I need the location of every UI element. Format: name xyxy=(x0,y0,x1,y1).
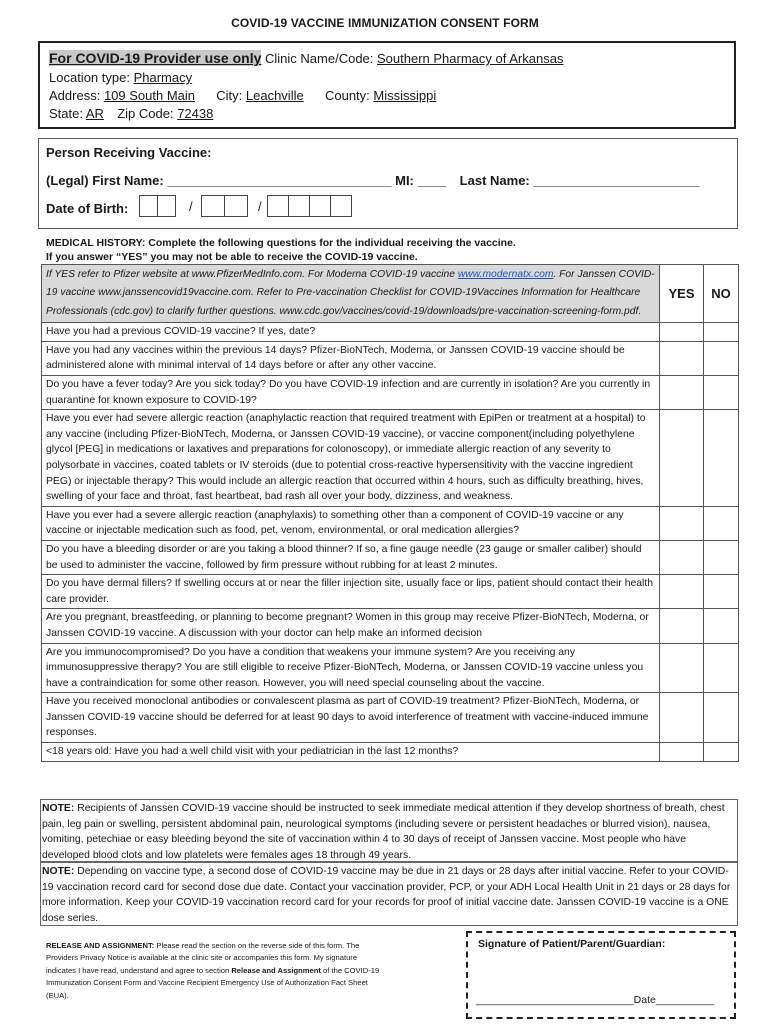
question-text: Are you immunocompromised? Do you have a condition that weakens your immune system? Are you receiving any immunosuppressive therapy? You are still eligible to receive Pfizer-BioNTech, Moderna, or Janssen COVID-19 vaccine unless you have a contraindication for some other reason. However, you will need special counseling about the vaccine. xyxy=(42,643,660,693)
yes-answer-cell[interactable] xyxy=(660,410,704,507)
no-answer-cell[interactable] xyxy=(704,643,739,693)
reference-instructions: If YES refer to Pfizer website at www.PfizerMedInfo.com. For Moderna COVID-19 vaccine www.modernatx.com. For Janssen COVID-19 vaccine www.janssencovid19vaccine.com. Refer to Pre-vaccination Checklist for COVID-19Vaccines Information for Healthcare Professionals (cdc.gov) to clarify further questions. www.cdc.gov/vaccines/covid-19/downloads/pre-vaccination-screening-form.pdf. xyxy=(42,265,660,323)
dob-digit-box[interactable] xyxy=(288,195,310,217)
signature-box[interactable] xyxy=(466,931,736,1019)
county-value: Mississippi xyxy=(373,88,437,103)
location-type-value: Pharmacy xyxy=(133,70,193,85)
question-text: Do you have a bleeding disorder or are you taking a blood thinner? If so, a fine gauge needle (23 gauge or smaller caliber) should be used to administer the vaccine, followed by firm pressure without rubbing for at least 2 minutes. xyxy=(42,540,660,574)
dob-digit-box[interactable] xyxy=(309,195,331,217)
medical-history-table xyxy=(41,264,739,762)
medical-history-instructions: MEDICAL HISTORY: Complete the following questions for the individual receiving the vaccine. xyxy=(46,237,516,249)
location-type-label: Location type: xyxy=(49,70,130,85)
question-row xyxy=(42,693,739,743)
moderna-link[interactable]: www.modernatx.com xyxy=(457,269,554,280)
form-title: COVID-19 VACCINE IMMUNIZATION CONSENT FORM xyxy=(231,16,539,30)
question-text: Are you pregnant, breastfeeding, or planning to become pregnant? Women in this group may receive Pfizer-BioNTech, Moderna, or Janssen COVID-19 vaccine. A discussion with your doctor can help make an informed decision xyxy=(42,609,660,643)
zip-label: Zip Code: xyxy=(117,106,174,121)
city-label: City: xyxy=(216,88,243,103)
county-label: County: xyxy=(324,88,370,103)
dob-month-boxes[interactable] xyxy=(140,195,176,217)
dob-digit-box[interactable] xyxy=(139,195,158,217)
yes-answer-cell[interactable] xyxy=(660,643,704,693)
question-text: <18 years old: Have you had a well child visit with your pediatrician in the last 12 months? xyxy=(42,743,660,762)
question-text: Have you received monoclonal antibodies or convalescent plasma as part of COVID-19 treatment? Pfizer-BioNTech, Moderna, or Janssen COVID-19 vaccine should be deferred for at least 90 days to avoid interference of treatment with vaccine-induced immune responses. xyxy=(42,693,660,743)
dob-digit-box[interactable] xyxy=(330,195,352,217)
signature-date-line[interactable]: ___________________________Date__________ xyxy=(476,994,715,1006)
question-row xyxy=(42,376,739,410)
no-answer-cell[interactable] xyxy=(704,376,739,410)
no-answer-cell[interactable] xyxy=(704,506,739,540)
question-row xyxy=(42,575,739,609)
yes-answer-cell[interactable] xyxy=(660,743,704,762)
dob-year-boxes[interactable] xyxy=(268,195,352,217)
no-answer-cell[interactable] xyxy=(704,540,739,574)
yes-answer-cell[interactable] xyxy=(660,575,704,609)
last-name-field[interactable]: Last Name: _______________________ xyxy=(459,173,700,188)
middle-initial-field[interactable]: MI: ____ xyxy=(395,173,447,188)
city-value: Leachville xyxy=(245,88,304,103)
provider-info-box xyxy=(38,41,736,129)
question-row xyxy=(42,341,739,375)
janssen-note: NOTE: Recipients of Janssen COVID-19 vaccine should be instructed to seek immediate medical attention if they develop shortness of breath, chest pain, leg pain or swelling, persistent abdominal pain, neurological symptoms (including severe or persistent headaches or blurred vision), nausea, vomiting, petechiae or easy bleeding beyond the site of vaccination within 4 to 30 days of receipt of Janssen vaccine. Most people who have developed blood clots and low platelets were females ages 18 through 49 years. xyxy=(40,799,738,862)
yes-answer-cell[interactable] xyxy=(660,506,704,540)
address-value: 109 South Main xyxy=(103,88,196,103)
yes-answer-cell[interactable] xyxy=(660,341,704,375)
question-row xyxy=(42,743,739,762)
dob-separator: / xyxy=(258,199,262,214)
yes-column-header: YES xyxy=(660,265,704,323)
dob-digit-box[interactable] xyxy=(267,195,289,217)
first-name-field[interactable]: (Legal) First Name: _______________________________ xyxy=(46,173,392,188)
clinic-label: Clinic Name/Code: xyxy=(265,51,374,66)
no-answer-cell[interactable] xyxy=(704,410,739,507)
no-answer-cell[interactable] xyxy=(704,575,739,609)
second-dose-note: NOTE: Depending on vaccine type, a second dose of COVID-19 vaccine may be due in 21 days or 28 days after initial vaccine. Refer to your COVID-19 vaccination record card for second dose due date. Contact your vaccination provider, PCP, or your ADH Local Health Unit in 21 days or 28 days for more information. Keep your COVID-19 vaccination record card for your records for proof of initial vaccine date. Janssen COVID-19 vaccine is a ONE dose series. xyxy=(40,862,738,926)
question-row xyxy=(42,540,739,574)
question-text: Have you ever had a severe allergic reaction (anaphylaxis) to something other than a component of COVID-19 vaccine or any vaccine or injectable medication such as food, pet, venom, environmental, or oral medication allergies? xyxy=(42,506,660,540)
question-text: Have you had a previous COVID-19 vaccine? If yes, date? xyxy=(42,323,660,342)
state-label: State: xyxy=(49,106,83,121)
no-answer-cell[interactable] xyxy=(704,743,739,762)
question-text: Have you had any vaccines within the previous 14 days? Pfizer-BioNTech, Moderna, or Janssen COVID-19 vaccine should be administered alone with minimal interval of 14 days before or after any other vaccine. xyxy=(42,341,660,375)
dob-digit-box[interactable] xyxy=(157,195,176,217)
zip-value: 72438 xyxy=(177,106,214,121)
no-answer-cell[interactable] xyxy=(704,609,739,643)
medical-history-warning: If you answer “YES” you may not be able to receive the COVID-19 vaccine. xyxy=(46,251,418,263)
state-value: AR xyxy=(85,106,104,121)
yes-answer-cell[interactable] xyxy=(660,540,704,574)
dob-label: Date of Birth: xyxy=(46,201,129,216)
question-text: Do you have dermal fillers? If swelling occurs at or near the filler injection site, usually face or lips, patient should contact their health care provider. xyxy=(42,575,660,609)
question-row xyxy=(42,609,739,643)
yes-answer-cell[interactable] xyxy=(660,693,704,743)
address-label: Address: xyxy=(49,88,101,103)
person-heading: Person Receiving Vaccine: xyxy=(46,145,212,160)
release-assignment-text: RELEASE AND ASSIGNMENT: Please read the section on the reverse side of this form. The Providers Privacy Notice is available at the clinic site or accompanies this form. My signature indicates I have read, understand and agree to section Release and Assignment of the COVID-19 Immunization Consent Form and Vaccine Recipient Emergency Use of Authorization Fact Sheet (EUA). xyxy=(46,941,380,1000)
dob-digit-box[interactable] xyxy=(224,195,248,217)
dob-day-boxes[interactable] xyxy=(202,195,248,217)
question-row xyxy=(42,643,739,693)
dob-separator: / xyxy=(189,199,193,214)
no-answer-cell[interactable] xyxy=(704,341,739,375)
yes-answer-cell[interactable] xyxy=(660,609,704,643)
table-header-row xyxy=(42,265,739,323)
dob-digit-box[interactable] xyxy=(201,195,225,217)
question-text: Have you ever had severe allergic reaction (anaphylactic reaction that required treatment with EpiPen or treatment at a hospital) to any vaccine (including Pfizer-BioNTech, Moderna, or Janssen COVID-19 vaccine), or vaccine component(including polyethylene glycol [PEG] in medications or laxatives and preparations for colonoscopy), or immediate allergic reaction of any severity to polysorbate in vaccines, coated tablets or IV steroids (due to potential cross-reactive hypersensitivity with the vaccine ingredient PEG) or injectable therapy? This would include an allergic reaction that occurred within 4 hours, such as difficulty breathing, hives, swelling of your face and throat, fast heartbeat, bad rash all over your body, dizziness, and weakness. xyxy=(42,410,660,507)
question-row xyxy=(42,410,739,507)
question-row xyxy=(42,506,739,540)
signature-label: Signature of Patient/Parent/Guardian: xyxy=(478,938,666,950)
yes-answer-cell[interactable] xyxy=(660,376,704,410)
no-answer-cell[interactable] xyxy=(704,693,739,743)
question-row xyxy=(42,323,739,342)
question-text: Do you have a fever today? Are you sick today? Do you have COVID-19 infection and are currently in isolation? Are you currently in quarantine for known exposure to COVID-19? xyxy=(42,376,660,410)
provider-only-label: For COVID-19 Provider use only xyxy=(49,50,262,66)
no-answer-cell[interactable] xyxy=(704,323,739,342)
clinic-value: Southern Pharmacy of Arkansas xyxy=(377,51,564,66)
no-column-header: NO xyxy=(704,265,739,323)
yes-answer-cell[interactable] xyxy=(660,323,704,342)
